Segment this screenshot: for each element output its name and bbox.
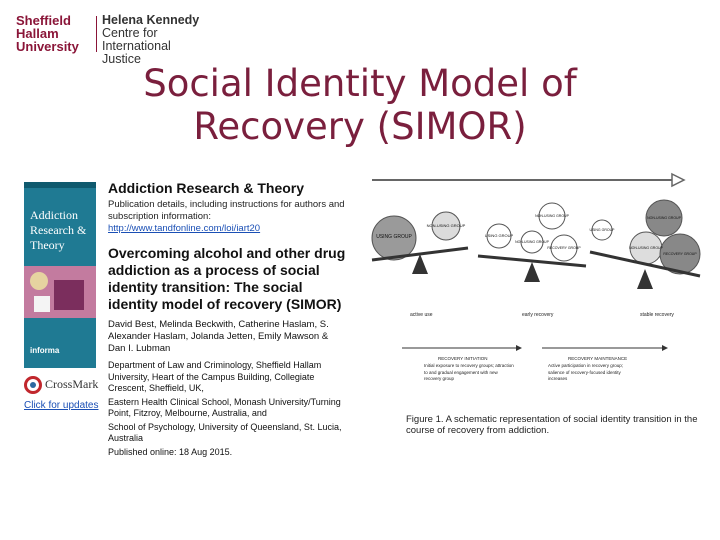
university-logo: [16, 13, 206, 66]
label-nonusing: NON-USING GROUP: [535, 214, 569, 218]
phase-description: Active participation in recovery group; salience of recovery-focused identity increases: [548, 363, 624, 381]
label-using: USING GROUP: [376, 234, 412, 240]
centre-line: Centre for: [102, 26, 158, 40]
slide-title: [0, 62, 720, 148]
phase-title: RECOVERY INITIATION: [438, 356, 488, 361]
journal-name: Addiction Research & Theory: [108, 180, 305, 196]
arrow-head-icon: [516, 345, 522, 351]
arrow-head-icon: [662, 345, 668, 351]
crossmark-label: CrossMark: [45, 377, 99, 391]
phase-title: RECOVERY MAINTENANCE: [568, 356, 628, 361]
article-authors: David Best, Melinda Beckwith, Catherine Haslam, S. Alexander Haslam, Jolanda Jetten, Emily Mawson & Dan I. Lubman: [108, 319, 329, 354]
journal-cover: [24, 182, 96, 368]
cover-shape: [54, 280, 84, 310]
centre-name: [102, 14, 206, 66]
cover-shape: [34, 296, 50, 312]
crossmark-badge[interactable]: [24, 376, 99, 414]
cover-image: [24, 266, 96, 318]
stage-label: stable recovery: [640, 312, 674, 318]
figure-caption: Figure 1. A schematic representation of social identity transition in the course of recovery from addiction.: [406, 414, 698, 436]
simor-diagram: [354, 170, 714, 432]
centre-line: International Justice: [102, 39, 171, 66]
cover-strip: [24, 182, 96, 188]
published-date: Published online: 18 Aug 2015.: [108, 446, 233, 457]
cover-journal-title: [30, 208, 94, 253]
university-name: [16, 14, 79, 53]
article-info: [108, 180, 348, 458]
balance-fulcrum: [637, 269, 653, 289]
stage-label: active use: [410, 312, 433, 318]
label-recovery: RECOVERY GROUP: [663, 252, 697, 256]
affiliation: School of Psychology, University of Queensland, St. Lucia, Australia: [108, 421, 342, 443]
label-nonusing: NON-USING GROUP: [629, 246, 663, 250]
stage-label: early recovery: [522, 312, 554, 318]
label-nonusing: NON-USING GROUP: [426, 223, 466, 228]
label-recovery: RECOVERY GROUP: [547, 246, 581, 250]
cover-title-line: Research & Theory: [30, 223, 87, 252]
updates-link[interactable]: Click for updates: [24, 400, 99, 411]
balance-fulcrum: [524, 262, 540, 282]
label-using: USING GROUP: [589, 228, 615, 232]
publication-details: Publication details, including instructions for authors and subscription information:: [108, 199, 345, 222]
label-using: USING GROUP: [484, 233, 514, 238]
slide-title-line: Social Identity Model of: [143, 62, 577, 105]
cover-publisher: informa: [30, 346, 60, 355]
affiliation: Eastern Health Clinical School, Monash University/Turning Point, Fitzroy, Melbourne, Australia, and: [108, 396, 341, 418]
slide-title-line: Recovery (SIMOR): [193, 105, 527, 148]
logo-line: Sheffield: [16, 13, 71, 28]
logo-line: University: [16, 39, 79, 54]
centre-line: Helena Kennedy: [102, 13, 200, 27]
article-title: Overcoming alcohol and other drug addiction as a process of social identity transition: The social identity model of recovery (SIMOR): [108, 245, 346, 312]
label-nonusing: NON-USING GROUP: [647, 216, 681, 220]
cover-title-line: Addiction: [30, 208, 78, 222]
balance-fulcrum: [412, 254, 428, 274]
journal-url-link[interactable]: http://www.tandfonline.com/loi/iart20: [108, 223, 261, 234]
logo-divider: [96, 16, 97, 52]
logo-line: Hallam: [16, 26, 59, 41]
phase-description: Initial exposure to recovery groups; attraction to and gradual engagement with new recovery group: [424, 363, 514, 381]
affiliation: Department of Law and Criminology, Sheffield Hallam University, Heart of the Campus Building, Collegiate Crescent, Sheffield, UK,: [108, 360, 322, 393]
simor-figure: [354, 170, 714, 432]
crossmark-icon: [24, 376, 42, 394]
cover-shape: [30, 272, 48, 290]
label-nonusing: NON-USING GROUP: [515, 240, 549, 244]
arrow-head-icon: [672, 174, 684, 186]
